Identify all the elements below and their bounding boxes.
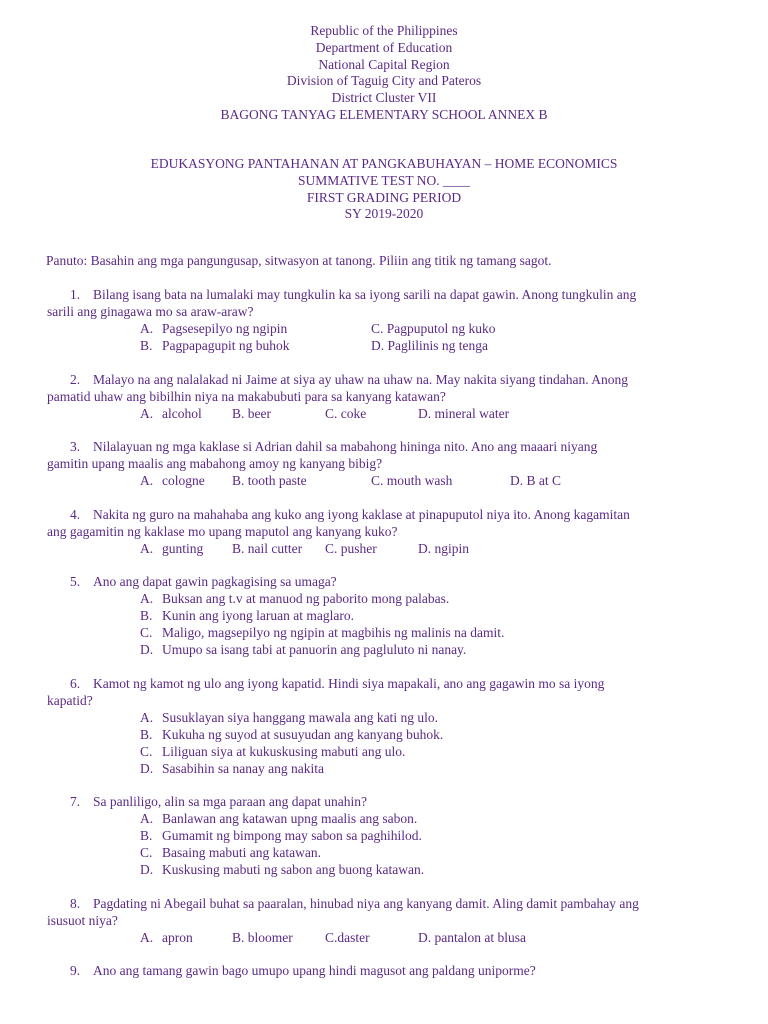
- question-number: 1.: [70, 287, 81, 302]
- option-b[interactable]: B. nail cutter: [232, 540, 303, 556]
- option-b[interactable]: B. Kunin ang iyong laruan at maglaro.: [140, 608, 354, 623]
- option-d[interactable]: D. Umupo sa isang tabi at panuorin ang pagluluto ni nanay.: [140, 642, 467, 657]
- option-a[interactable]: A. apron: [140, 929, 193, 945]
- option-a[interactable]: A. Buksan ang t.v at manuod ng paborito mong palabas.: [140, 591, 450, 606]
- question-text: Ano ang dapat gawin pagkagising sa umaga?: [93, 574, 337, 589]
- option-a[interactable]: A. alcohol: [140, 405, 202, 421]
- option-c[interactable]: C. Basaing mabuti ang katawan.: [140, 845, 321, 860]
- option-a[interactable]: A. gunting: [140, 540, 204, 556]
- question-number: 8.: [70, 895, 81, 911]
- question-text: Malayo na ang nalalakad ni Jaime at siya ay uhaw na uhaw na. May nakita siyang tindahan. Anong pamatid uhaw ang bibilhin niya na makabubuti para sa kanyang katawan?: [47, 371, 628, 404]
- question-text: Ano ang tamang gawin bago umupo upang hindi magusot ang paldang uniporme?: [93, 963, 536, 978]
- option-d[interactable]: D. Kuskusing mabuti ng sabon ang buong katawan.: [140, 862, 425, 877]
- question-number: 2.: [70, 371, 81, 387]
- option-c[interactable]: C. mouth wash: [371, 473, 453, 488]
- option-d[interactable]: D. pantalon at blusa: [418, 929, 526, 945]
- options-row: [0, 929, 768, 946]
- question-number: 3.: [70, 439, 81, 454]
- question-5: [0, 573, 768, 658]
- question-4: [0, 506, 768, 557]
- question-text: Pagdating ni Abegail buhat sa paaralan, hinubad niya ang kanyang damit. Aling damit pambahay ang isusuot niya?: [47, 895, 639, 928]
- question-number: 9.: [70, 963, 81, 978]
- option-d[interactable]: D. ngipin: [418, 540, 470, 556]
- option-b[interactable]: B. beer: [232, 405, 271, 421]
- option-d[interactable]: D. Sasabihin sa nanay ang nakita: [140, 760, 324, 776]
- header-line: Republic of the Philippines: [310, 23, 458, 38]
- option-c[interactable]: C. Liliguan siya at kukuskusing mabuti ang ulo.: [140, 743, 406, 759]
- test-number: SUMMATIVE TEST NO. ____: [297, 172, 470, 188]
- header-line: Division of Taguig City and Pateros: [286, 73, 482, 89]
- subject-title: EDUKASYONG PANTAHANAN AT PANGKABUHAYAN – HOME ECONOMICS: [150, 156, 618, 171]
- options-row: [0, 540, 768, 557]
- option-c[interactable]: C. pusher: [325, 540, 377, 556]
- header-line: Department of Education: [315, 39, 453, 55]
- question-9: [0, 962, 768, 979]
- question-list: [0, 286, 768, 996]
- option-c[interactable]: C. Pagpuputol ng kuko: [371, 321, 496, 336]
- question-1: [0, 286, 768, 354]
- option-b[interactable]: B. bloomer: [232, 929, 293, 945]
- question-text: Kamot ng kamot ng ulo ang iyong kapatid. Hindi siya mapakali, ano ang gagawin mo sa iyong kapatid?: [47, 675, 605, 708]
- question-number: 5.: [70, 574, 81, 589]
- question-6: [0, 675, 768, 777]
- question-number: 7.: [70, 794, 81, 809]
- question-8: [0, 895, 768, 946]
- question-text: Nilalayuan ng mga kaklase si Adrian dahil sa mabahong hininga nito. Ano ang maaari niyang gamitin upang maalis ang mabahong amoy ng kanyang bibig?: [47, 439, 598, 471]
- option-b[interactable]: B. tooth paste: [232, 473, 307, 488]
- question-number: 6.: [70, 675, 81, 691]
- option-a[interactable]: A. Pagsesepilyo ng ngipin: [140, 321, 288, 336]
- option-b[interactable]: B. Kukuha ng suyod at susuyudan ang kanyang buhok.: [140, 726, 444, 742]
- option-c[interactable]: C.daster: [325, 929, 370, 945]
- question-text: Nakita ng guro na mahahaba ang kuko ang iyong kaklase at pinapuputol niya ito. Anong kagamitan ang gagamitin ng kaklase mo upang maputol ang kanyang kuko?: [47, 506, 630, 539]
- school-name: BAGONG TANYAG ELEMENTARY SCHOOL ANNEX B: [220, 106, 548, 122]
- question-7: [0, 793, 768, 878]
- option-d[interactable]: D. Paglilinis ng tenga: [371, 338, 488, 353]
- option-b[interactable]: B. Pagpapagupit ng buhok: [140, 338, 290, 353]
- options-row: [0, 405, 768, 422]
- option-c[interactable]: C. coke: [325, 405, 367, 421]
- header-line: National Capital Region: [318, 56, 450, 72]
- school-year: SY 2019-2020: [344, 206, 424, 222]
- question-text: Bilang isang bata na lumalaki may tungkulin ka sa iyong sarili na dapat gawin. Anong tungkulin ang sarili ang ginagawa mo sa araw-araw?: [47, 287, 637, 319]
- test-header: [0, 155, 768, 222]
- option-a[interactable]: A. cologne: [140, 473, 205, 488]
- question-3: [0, 438, 768, 489]
- grading-period: FIRST GRADING PERIOD: [306, 189, 462, 205]
- question-number: 4.: [70, 506, 81, 522]
- options-row: [0, 337, 768, 354]
- options-row: [0, 320, 768, 337]
- option-a[interactable]: A. Susuklayan siya hanggang mawala ang kati ng ulo.: [140, 709, 438, 725]
- question-2: [0, 371, 768, 422]
- option-c[interactable]: C. Maligo, magsepilyo ng ngipin at magbihis ng malinis na damit.: [140, 625, 505, 640]
- school-header: [0, 22, 768, 123]
- option-d[interactable]: D. B at C: [510, 473, 562, 488]
- option-b[interactable]: B. Gumamit ng bimpong may sabon sa paghihilod.: [140, 828, 422, 843]
- option-d[interactable]: D. mineral water: [418, 405, 510, 421]
- options-row: [0, 472, 768, 489]
- question-text: Sa panliligo, alin sa mga paraan ang dapat unahin?: [93, 794, 368, 809]
- instructions: Panuto: Basahin ang mga pangungusap, sitwasyon at tanong. Piliin ang titik ng tamang sagot.: [46, 253, 552, 268]
- header-line: District Cluster VII: [331, 90, 437, 106]
- option-a[interactable]: A. Banlawan ang katawan upng maalis ang sabon.: [140, 811, 418, 826]
